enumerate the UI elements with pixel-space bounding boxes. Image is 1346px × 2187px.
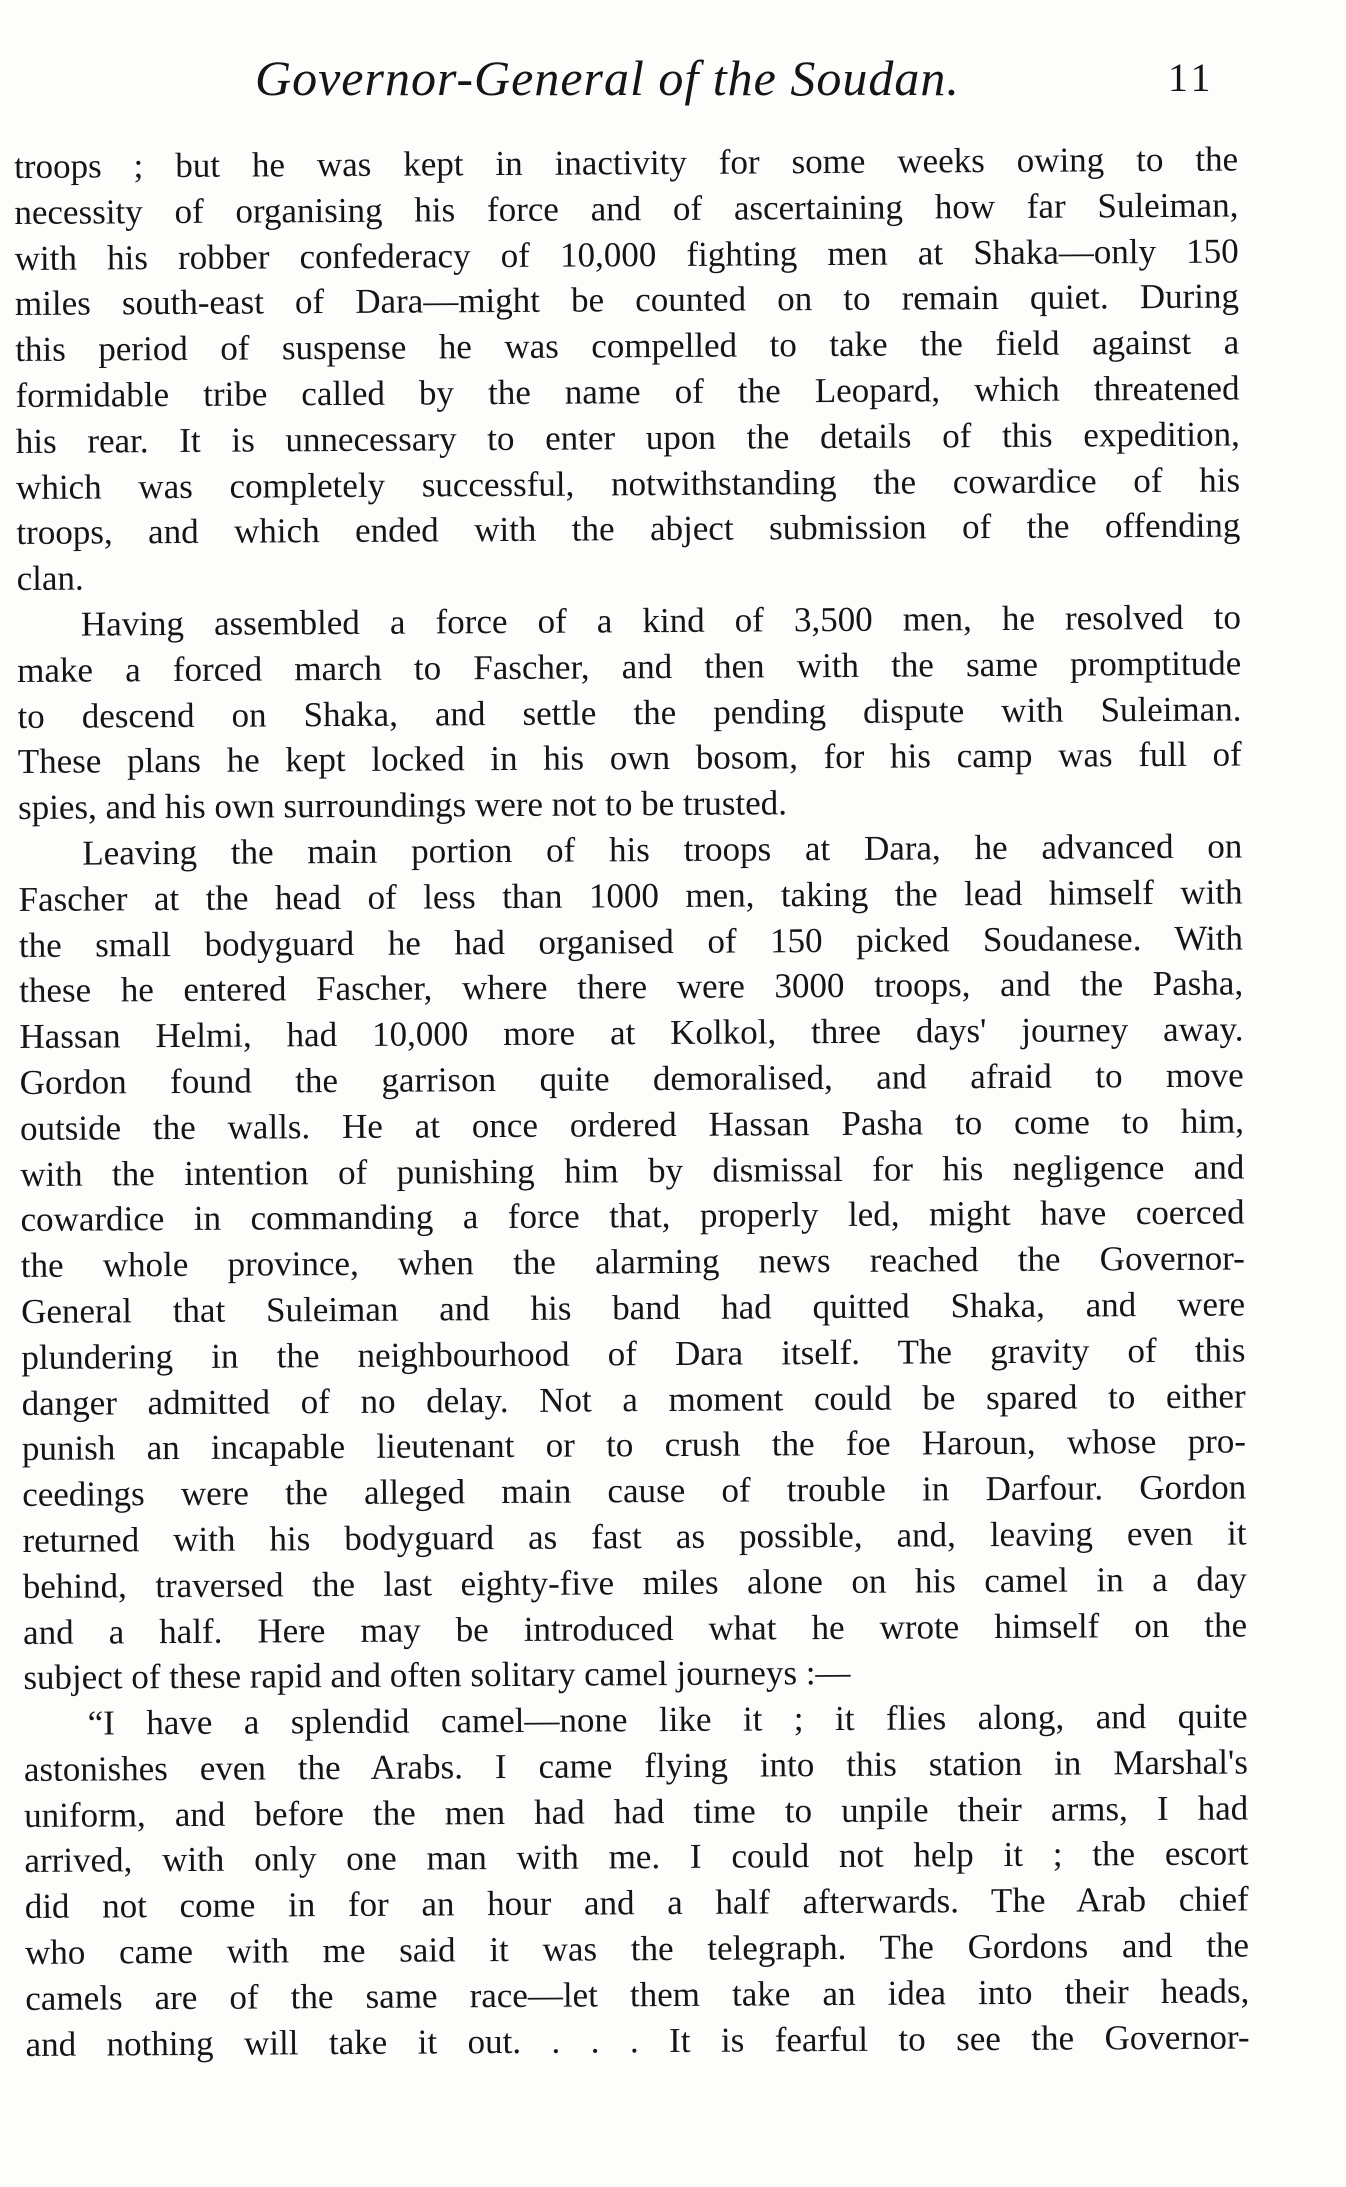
- text-line: returned with his bodyguard as fast as possible, and, leaving even it: [22, 1513, 1247, 1560]
- text-line: Gordon found the garrison quite demoralised, and afraid to move: [19, 1055, 1244, 1102]
- text-line: arrived, with only one man with me. I could not help it ; the escort: [24, 1833, 1249, 1881]
- text-line: miles south-east of Dara—might be counted on to remain quiet. During: [14, 276, 1240, 324]
- text-line: and a half. Here may be introduced what he wrote himself on the: [22, 1604, 1248, 1652]
- text-line: Fascher at the head of less than 1000 men, taking the lead himself with: [18, 872, 1243, 919]
- text-line: outside the walls. He at once ordered Hassan Pasha to come to him,: [19, 1101, 1245, 1148]
- text-line: danger admitted of no delay. Not a moment could be spared to either: [21, 1376, 1246, 1423]
- text-line: who came with me said it was the telegraph. The Gordons and the: [24, 1925, 1250, 1973]
- paragraph: [17, 594, 1242, 830]
- text-line: this period of suspense he was compelled to take the field against a: [15, 322, 1240, 370]
- body-text: [14, 137, 1250, 2068]
- text-line: clan.: [16, 558, 84, 599]
- text-line: uniform, and before the men had had time to unpile their arms, I had: [24, 1788, 1249, 1835]
- paragraph: [24, 1694, 1250, 2068]
- text-line: troops ; but he was kept in inactivity for some weeks owing to the: [14, 139, 1239, 186]
- text-line: spies, and his own surroundings were not to be trusted.: [17, 783, 788, 828]
- text-line: behind, traversed the last eighty-five miles alone on his camel in a day: [22, 1559, 1247, 1606]
- paragraph: [14, 137, 1241, 602]
- text-line: Hassan Helmi, had 10,000 more at Kolkol, three days' journey away.: [19, 1009, 1244, 1057]
- text-line: make a forced march to Fascher, and then with the same promptitude: [17, 643, 1242, 690]
- text-line: which was completely successful, notwithstanding the cowardice of his: [15, 460, 1241, 507]
- text-line: the whole province, when the alarming news reached the Governor-: [20, 1238, 1245, 1286]
- text-line: subject of these rapid and often solitary camel journeys :—: [23, 1653, 851, 1698]
- text-line: with the intention of punishing him by dismissal for his negligence and: [20, 1147, 1245, 1194]
- text-line: Having assembled a force of a kind of 3,500 men, he resolved to: [80, 597, 1242, 644]
- text-line: Leaving the main portion of his troops at Dara, he advanced on: [82, 826, 1243, 873]
- text-line: punish an incapable lieutenant or to crush the foe Haroun, whose pro-: [21, 1421, 1247, 1469]
- text-line: cowardice in commanding a force that, properly led, might have coerced: [20, 1192, 1245, 1240]
- text-line: General that Suleiman and his band had quitted Shaka, and were: [21, 1284, 1246, 1331]
- text-line: with his robber confederacy of 10,000 fighting men at Shaka—only 150: [14, 231, 1239, 278]
- running-title: Governor-General of the Soudan.: [255, 50, 960, 106]
- text-line: troops, and which ended with the abject submission of the offending: [16, 505, 1241, 553]
- text-line: and nothing will take it out. . . . It is fearful to see the Governor-: [25, 2017, 1250, 2064]
- text-line: “I have a splendid camel—none like it ; it flies along, and quite: [87, 1696, 1248, 1743]
- text-line: these he entered Fascher, where there were 3000 troops, and the Pasha,: [19, 963, 1244, 1011]
- paragraph: [18, 823, 1247, 1701]
- text-line: camels are of the same race—let them take an idea into their heads,: [25, 1971, 1250, 2018]
- text-line: his rear. It is unnecessary to enter upon the details of this expedition,: [15, 414, 1240, 461]
- text-line: necessity of organising his force and of ascertaining how far Suleiman,: [14, 185, 1239, 232]
- text-line: plundering in the neighbourhood of Dara itself. The gravity of this: [21, 1330, 1246, 1377]
- text-line: did not come in for an hour and a half afterwards. The Arab chief: [24, 1879, 1249, 1927]
- text-line: These plans he kept locked in his own bosom, for his camp was full of: [17, 734, 1242, 782]
- text-line: astonishes even the Arabs. I came flying into this station in Marshal's: [23, 1742, 1249, 1789]
- page-number: 11: [1168, 55, 1215, 100]
- text-line: to descend on Shaka, and settle the pending dispute with Suleiman.: [17, 689, 1242, 736]
- text-line: formidable tribe called by the name of the Leopard, which threatened: [15, 368, 1240, 415]
- running-head: [0, 48, 1346, 108]
- text-line: ceedings were the alleged main cause of trouble in Darfour. Gordon: [22, 1467, 1247, 1515]
- text-line: the small bodyguard he had organised of 150 picked Soudanese. With: [18, 918, 1243, 965]
